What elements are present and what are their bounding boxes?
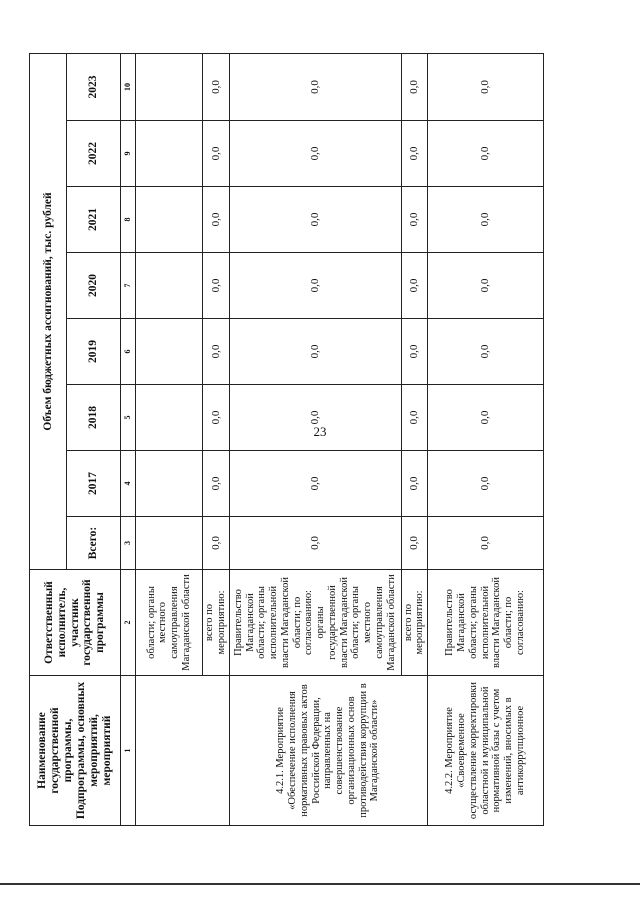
cell-value: 0,0 [401, 517, 428, 570]
header-year-2023: 2023 [67, 54, 121, 121]
col-number: 6 [121, 319, 136, 385]
col-number: 7 [121, 253, 136, 319]
col-number: 3 [121, 517, 136, 570]
table-row [229, 54, 401, 826]
cell-value: 0,0 [401, 54, 428, 121]
cell-value [136, 54, 203, 121]
cell-value [136, 253, 203, 319]
cell-value: 0,0 [203, 451, 230, 517]
col-number: 9 [121, 121, 136, 187]
cell-value: 0,0 [229, 517, 401, 570]
header-year-2018: 2018 [67, 385, 121, 451]
header-year-2022: 2022 [67, 121, 121, 187]
col-number: 2 [121, 570, 136, 676]
cell-value: 0,0 [428, 121, 544, 187]
cell-value: 0,0 [203, 517, 230, 570]
cell-value: 0,0 [203, 121, 230, 187]
cell-value: 0,0 [401, 451, 428, 517]
cell-value: 0,0 [229, 319, 401, 385]
cell-value: 0,0 [428, 54, 544, 121]
row-executor: Правительство Магаданской области; органы исполнительной власти Магаданской области; по согласованию: [428, 570, 544, 676]
cell-value: 0,0 [203, 385, 230, 451]
cell-value [136, 385, 203, 451]
cell-value [136, 319, 203, 385]
cell-value: 0,0 [203, 253, 230, 319]
cell-value: 0,0 [203, 319, 230, 385]
cell-value: 0,0 [401, 253, 428, 319]
cell-value: 0,0 [229, 385, 401, 451]
cell-value: 0,0 [428, 187, 544, 253]
bottom-divider [0, 883, 640, 885]
col-number: 8 [121, 187, 136, 253]
cell-value [136, 187, 203, 253]
row-executor: области; органы местного самоуправления Магаданской области [136, 570, 203, 676]
col-number: 4 [121, 451, 136, 517]
cell-value: 0,0 [428, 451, 544, 517]
cell-value: 0,0 [203, 187, 230, 253]
cell-value: 0,0 [401, 187, 428, 253]
row-name-continuation [136, 676, 230, 826]
col-number: 1 [121, 676, 136, 826]
cell-value: 0,0 [428, 319, 544, 385]
page-number: 23 [313, 424, 327, 439]
rotated-table-container [29, 54, 534, 826]
cell-value [136, 121, 203, 187]
cell-value [136, 517, 203, 570]
header-year-2019: 2019 [67, 319, 121, 385]
cell-value: 0,0 [229, 187, 401, 253]
cell-value: 0,0 [229, 121, 401, 187]
cell-value: 0,0 [428, 385, 544, 451]
row-name-4-2-1: 4.2.1. Мероприятие «Обеспечение исполнения нормативных правовых актов Российской Федерации, направленных на совершенствование организационных основ противодействия коррупции в Магаданской области» [229, 676, 428, 826]
header-year-2017: 2017 [67, 451, 121, 517]
row-name-4-2-2: 4.2.2. Мероприятие «Своевременное осуществление корректировки областной и муниципальной нормативной базы с учетом изменений, вносимых в антикоррупционное [428, 676, 544, 826]
header-year-2021: 2021 [67, 187, 121, 253]
row-total-label: всего по мероприятию: [401, 570, 428, 676]
header-funding: Объем бюджетных ассигнований, тыс. рублей [30, 54, 67, 570]
cell-value: 0,0 [203, 54, 230, 121]
row-total-label: всего по мероприятию: [203, 570, 230, 676]
table-row [428, 54, 544, 826]
table-row [136, 54, 203, 826]
cell-value: 0,0 [428, 253, 544, 319]
cell-value: 0,0 [229, 54, 401, 121]
cell-value: 0,0 [229, 253, 401, 319]
cell-value [136, 451, 203, 517]
cell-value: 0,0 [401, 385, 428, 451]
cell-value: 0,0 [428, 517, 544, 570]
col-number: 10 [121, 54, 136, 121]
header-year-2020: 2020 [67, 253, 121, 319]
cell-value: 0,0 [229, 451, 401, 517]
header-name: Наименование государственной программы, Подпрограммы, основных мероприятий, мероприятий [30, 676, 121, 826]
cell-value: 0,0 [401, 319, 428, 385]
budget-table [29, 53, 544, 826]
header-executor: Ответственный исполнитель, участник государственной программы [30, 570, 121, 676]
column-numbers-row [121, 54, 136, 826]
cell-value: 0,0 [401, 121, 428, 187]
col-number: 5 [121, 385, 136, 451]
row-executor: Правительство Магаданской области; органы исполнительной власти Магаданской области; по согласованию: органы государственной власти Магаданской области; органы местного самоуправления Магаданской области [229, 570, 401, 676]
header-total: Всего: [67, 517, 121, 570]
